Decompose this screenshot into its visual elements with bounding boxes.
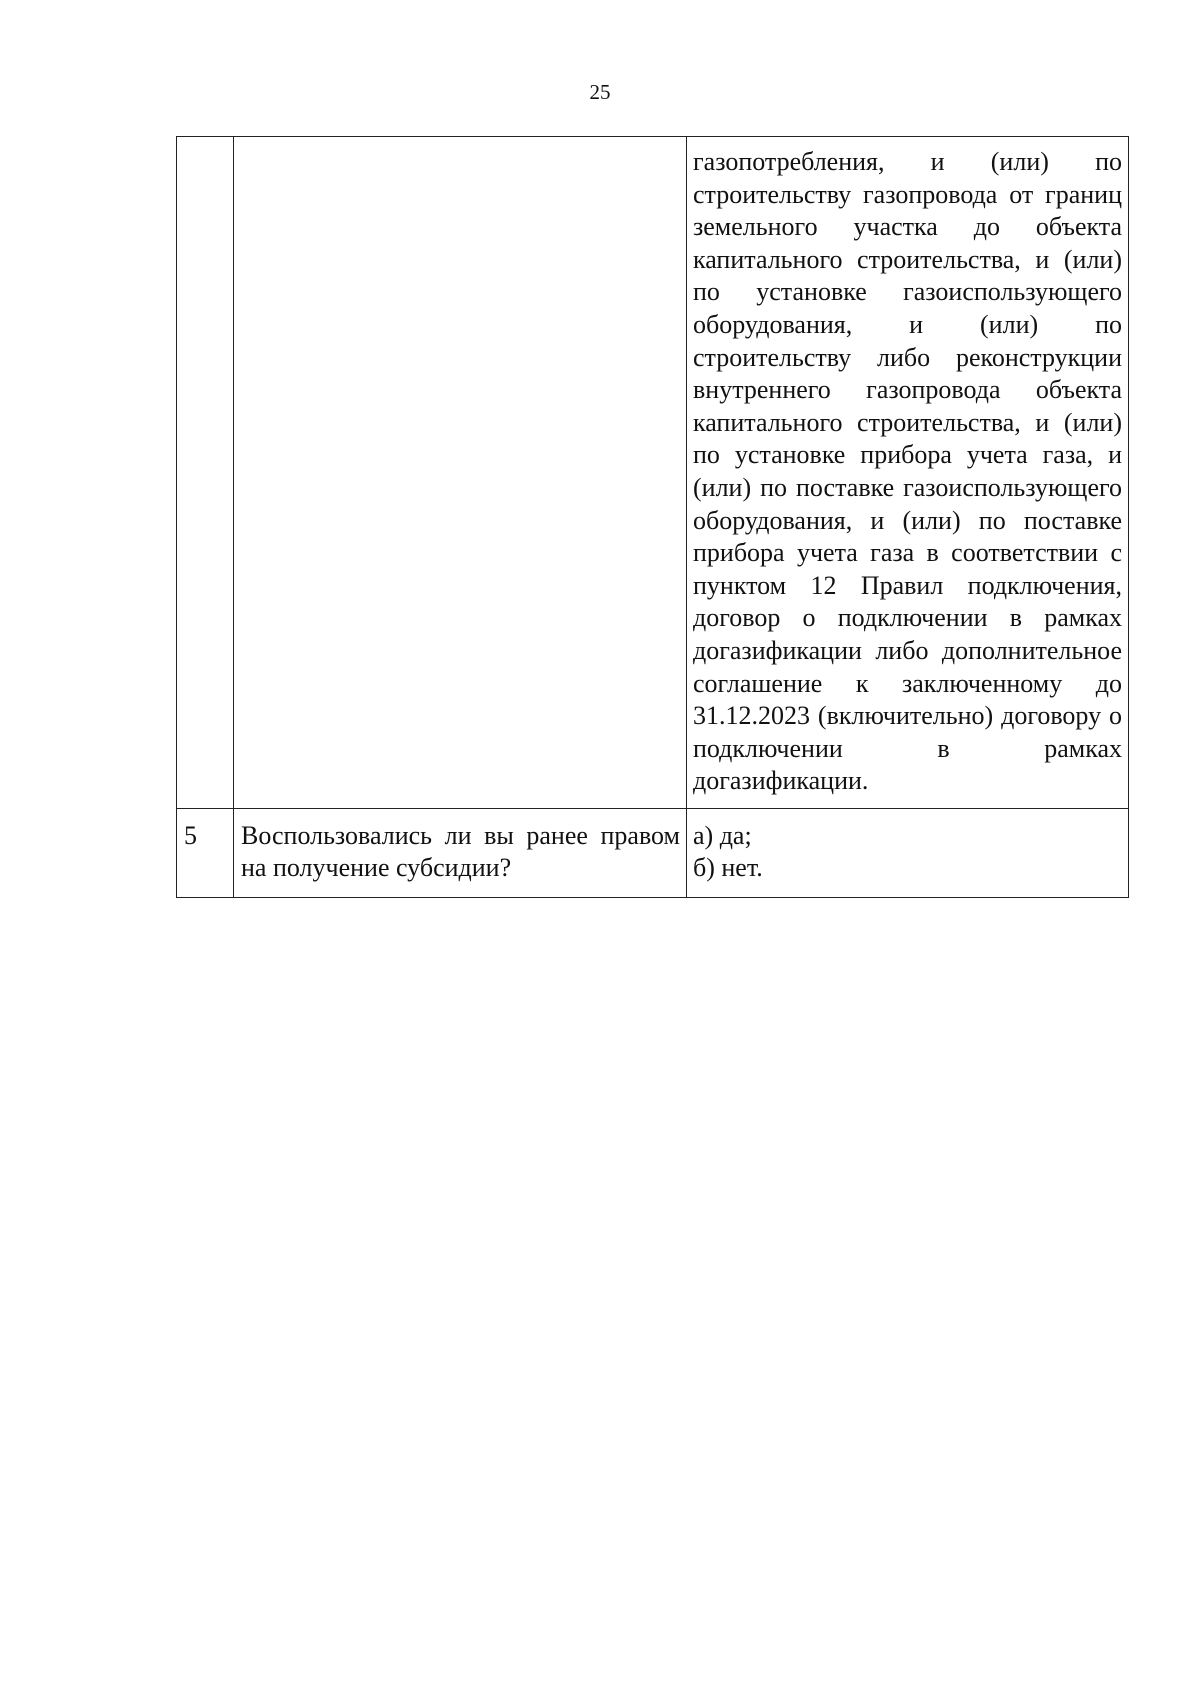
question-cell <box>234 137 687 809</box>
question-text: Воспользовались ли вы ранее правом на получение субсидии? <box>241 820 680 883</box>
answer-cell <box>687 808 1129 897</box>
table-row <box>177 808 1129 897</box>
row-number-cell <box>177 137 234 809</box>
answer-option-no: б) нет. <box>693 853 763 883</box>
answer-text: газопотребления, и (или) по строительству газопровода от границ земельного участка до объекта капитального строительства, и (или) по установке газоиспользующего оборудования, и (или) по строительству либо реконструкции внутреннего газопровода объекта капитального строительства, и (или) по установке прибора учета газа, и (или) по поставке газоиспользующего оборудования, и (или) по поставке прибора учета газа в соответствии с пунктом 12 Правил подключения, договор о подключении в рамках догазификации либо дополнительное соглашение к заключенному до 31.12.2023 (включительно) договору о подключении в рамках догазификации. <box>693 147 1122 796</box>
answer-cell <box>687 137 1129 809</box>
page-number: 25 <box>589 80 611 104</box>
table-row <box>177 137 1129 809</box>
application-table <box>176 136 1129 898</box>
row-number-cell: 5 <box>177 808 234 897</box>
question-cell <box>234 808 687 897</box>
answer-option-yes: а) да; <box>693 820 752 850</box>
